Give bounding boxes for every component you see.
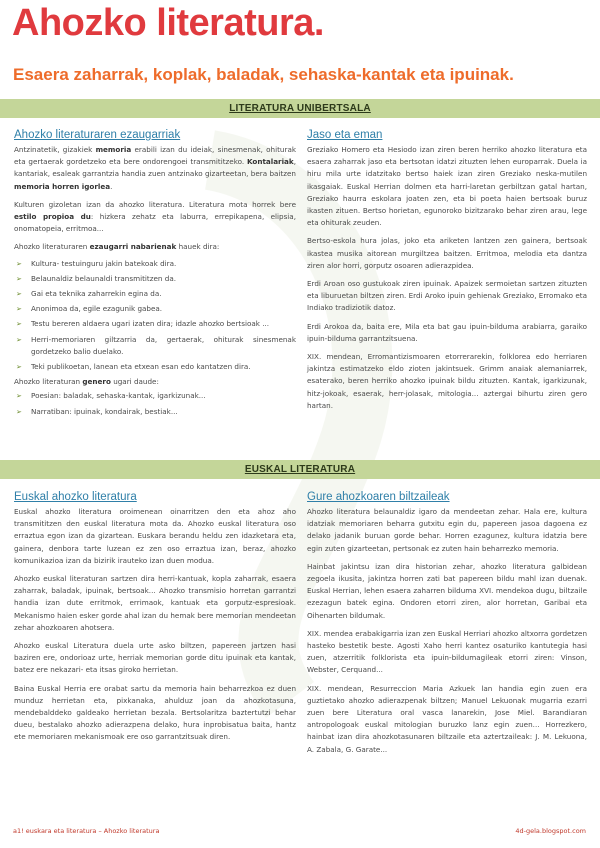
footer-link[interactable]: 4d-gela.blogspot.com xyxy=(515,827,586,835)
page-title: Ahozko literatura. xyxy=(12,2,324,44)
paragraph: XIX. mendea erabakigarria izan zen Euskal Herriari ahozko altxorra gordetzen hasteko bestetik beste. Agosti Xaho herri kantez osaturiko kantutegia hasi zuen, atzerritik folklorista eta ipuin-bildumagileak etorri ziren: Vinson, Webster, Cerquand... xyxy=(307,628,587,675)
paragraph: Ahozko literaturaren ezaugarri nabarienak hauek dira: xyxy=(14,242,220,252)
list-item: ➢ Gai eta teknika zaharrekin egina da. xyxy=(14,288,296,300)
paragraph: XIX. mendean, Resurreccion Maria Azkuek lan handia egin zuen era guztietako ahozko adierazpenak biltzen; Manuel Lekuonak mugarria ezarri zuen bere Literatura oral vasca lanarekin, Jose Miel. Barandiaran antropologoak euskal mitologian buruzko lanz egin zuen... Horrezkero, hainbat izan dira ahozkotasunaren biltzaile eta aztertzaileak: J. M. Lekuona, A. Zabala, G. Garate... xyxy=(307,683,587,754)
paragraph: Kulturen gizoletan izan da ahozko literatura. Literatura mota horrek bere estilo propioa du: hizkera zehatz eta laburra, errepikapena, elipsia, onomatopeia, erritmoa... xyxy=(14,199,296,234)
section-band-literatura-unibertsala: LITERATURA UNIBERTSALA xyxy=(0,99,600,118)
paragraph: XIX. mendean, Erromantizismoaren etorrerarekin, folklorea edo herriaren jakintza estimatzeko eldo zioten jakintsuek. Grimm anaiak alemaniarrek, esaterako, beren herriko ahozko ipuinak bildu zituzten. Kantak, igarkizunak, hitz-jokoak, esaerak, herr-jolasak, mitologia... aztergai bihurtu ziren gero hartan. xyxy=(307,352,587,410)
paragraph: Greziako Homero eta Hesiodo izan ziren beren herriko ahozko literatura eta esaera zaharrak jaso eta bertsotan idatzi zituzten lehen europarrak. Duela ia hiru mila urte idatzitako bertso haiek izan ziren Greziako neska-mutilen ikasgaiak. Euskal Herrian dolmen eta harri-laretan gerbiltzan gatal hartan, Greziako haurra eskolara joaten zen, eta bi poeta haien bertsoak buruz ikasten zituen. Bertso horietan, egunoroko bizitzarako behar ziren arau, lege eta ohiturak zeuden. xyxy=(307,145,587,228)
column-jaso-eta-eman xyxy=(307,128,587,418)
list-item: ➢ Belaunaldiz belaunaldi transmititzen da. xyxy=(14,273,296,285)
paragraph: Erdi Arokoa da, baita ere, Mila eta bat gau ipuin-bilduma arabiarra, garaiko ipuin-bilduma garrantzitsuena. xyxy=(307,321,587,343)
bullet-list xyxy=(14,390,296,417)
list-item: ➢ Testu bereren aldaera ugari izaten dira; idazle ahozko bertsioak ... xyxy=(14,318,296,330)
paragraph: Ahozko literatura belaunaldiz igaro da mendeetan zehar. Hala ere, kultura idatziak memoriaren beharra gutxitu egin du, papereen jasoa dagoena ez delako jadanik buruan gorde behar. Horren ezagunez, kultura idatzia bere egin zuten gizarteetan, pertsonak ez zuten hain beharrezko memoria. xyxy=(307,507,587,553)
list-item: ➢ Herri-memoriaren giltzarria da, gertaerak, ohiturak sinesmenak gordetzeko balio duelako. xyxy=(14,334,296,358)
list-item: ➢ Teki publikoetan, lanean eta etxean esan edo kantatzen dira. xyxy=(14,361,296,373)
paragraph: Erdi Aroan oso gustukoak ziren ipuinak. Apaizek sermoietan sartzen zituzten eta liburuetan biltzen ziren. Erdi Aroko ipuin gehienak Greziako, Erromako eta Indiako tradiziotik datoz. xyxy=(307,279,587,313)
page-subtitle: Esaera zaharrak, koplak, baladak, sehaska-kantak eta ipuinak. xyxy=(13,65,514,84)
list-item: ➢ Poesian: baladak, sehaska-kantak, igarkizunak... xyxy=(14,390,296,402)
list-item: ➢ Narratiban: ipuinak, kondairak, bestiak... xyxy=(14,406,296,418)
paragraph: Hainbat jakintsu izan dira historian zehar, ahozko literatura galbidean zegoela ikusita, jakintza horren zati bat papereen bildu mahl izan duenak. Euskal Herrian, lehen esaera zaharren bilduma XVI. mendekoa dugu, biltzaile ezezagun batek egina. Ondoren etorri ziren, alor horretan, Garibai eta Oihenarten bildumak. xyxy=(307,561,587,620)
paragraph: Baina Euskal Herria ere orabat sartu da memoria hain beharrezkoa ez duen munduz herrietan eta, pixkanaka, ahulduz joan da ahozkotasuna, mendebalddeko galdeako herrietan bezala. Bertsolaritza baztertutzi behar dueu, bestalako ahozko adierazpena delako, hura inprobisatua baita, hantz ete memoriaren mekanismoak ere oso garrantzitsuak diren. xyxy=(14,683,296,742)
section-band-euskal-literatura: EUSKAL LITERATURA xyxy=(0,460,600,479)
bullet-list xyxy=(14,258,296,374)
paragraph: Ahozko euskal Literatura duela urte asko biltzen, papereen jartzen hasi baziren ere, ondorioaz urte, herriak memorian gorde ditu ipuinak eta kantak, batez ere nekazari- eta itsas giroko herrietan. xyxy=(14,641,296,675)
list-item: ➢ Anonimoa da, egile ezagunik gabea. xyxy=(14,303,296,315)
paragraph: Ahozko literaturan genero ugari daude: xyxy=(14,377,159,387)
column-euskal-ahozko xyxy=(14,490,296,750)
paragraph: Euskal ahozko literatura oroimenean oinarritzen den eta ahoz aho transmititzen den euskal literatura mota da. Ahozko euskal literatura oso erraztua egon izan da gizartean. Euskara berandu heldu zen idazketara eta, gainera, denbora tarte luzean ez zen oso erraztua izan, beraz, ahozko komunikazioa izan da bizirik irauteko izan duen modua. xyxy=(14,507,296,565)
section-heading: Ahozko literaturaren ezaugarriak xyxy=(14,129,181,141)
list-item: ➢ Kultura- testuinguru jakin batekoak dira. xyxy=(14,258,296,270)
footer-left: a1! euskara eta literatura – Ahozko literatura xyxy=(13,827,160,835)
column-ezaugarriak xyxy=(14,128,296,421)
column-biltzaileak xyxy=(307,490,587,762)
paragraph: Ahozko euskal literaturan sartzen dira herri-kantuak, kopla zaharrak, esaera zaharrak, baladak, ipuinak, bertsoak... Ahozko transmisio horretan garrantzi handia izan dute erritmok, errimaok, kantuak eta gorputz-espresioak. Mekanismo haien esker gorde ahal izan du hemak bere memorian mendeetan zehar ahozkoaren ahotsera. xyxy=(14,574,296,632)
section-heading: Euskal ahozko literatura xyxy=(14,491,137,503)
section-heading: Jaso eta eman xyxy=(307,129,383,141)
section-heading: Gure ahozkoaren biltzaileak xyxy=(307,491,450,503)
paragraph: Bertso-eskola hura jolas, joko eta ariketen lantzen zen gainera, bertsoak ikastea musika aitorean murgiltzea baitzen. Erritmoa, melodia eta dantza ziren alor horri, gorputz osoaren adierazpidea. xyxy=(307,236,587,270)
paragraph: Antzinatetik, gizakiek memoria erabili izan du ideiak, sinesmenak, ohiturak eta gertaerak gordetzeko eta bere ondorengoei transmititzeko. Kontalariak, kantariak, esaleak garrantzia handia zuen antzinako gizarteetan, bera baitzen memoria horren igorlea. xyxy=(14,145,297,191)
